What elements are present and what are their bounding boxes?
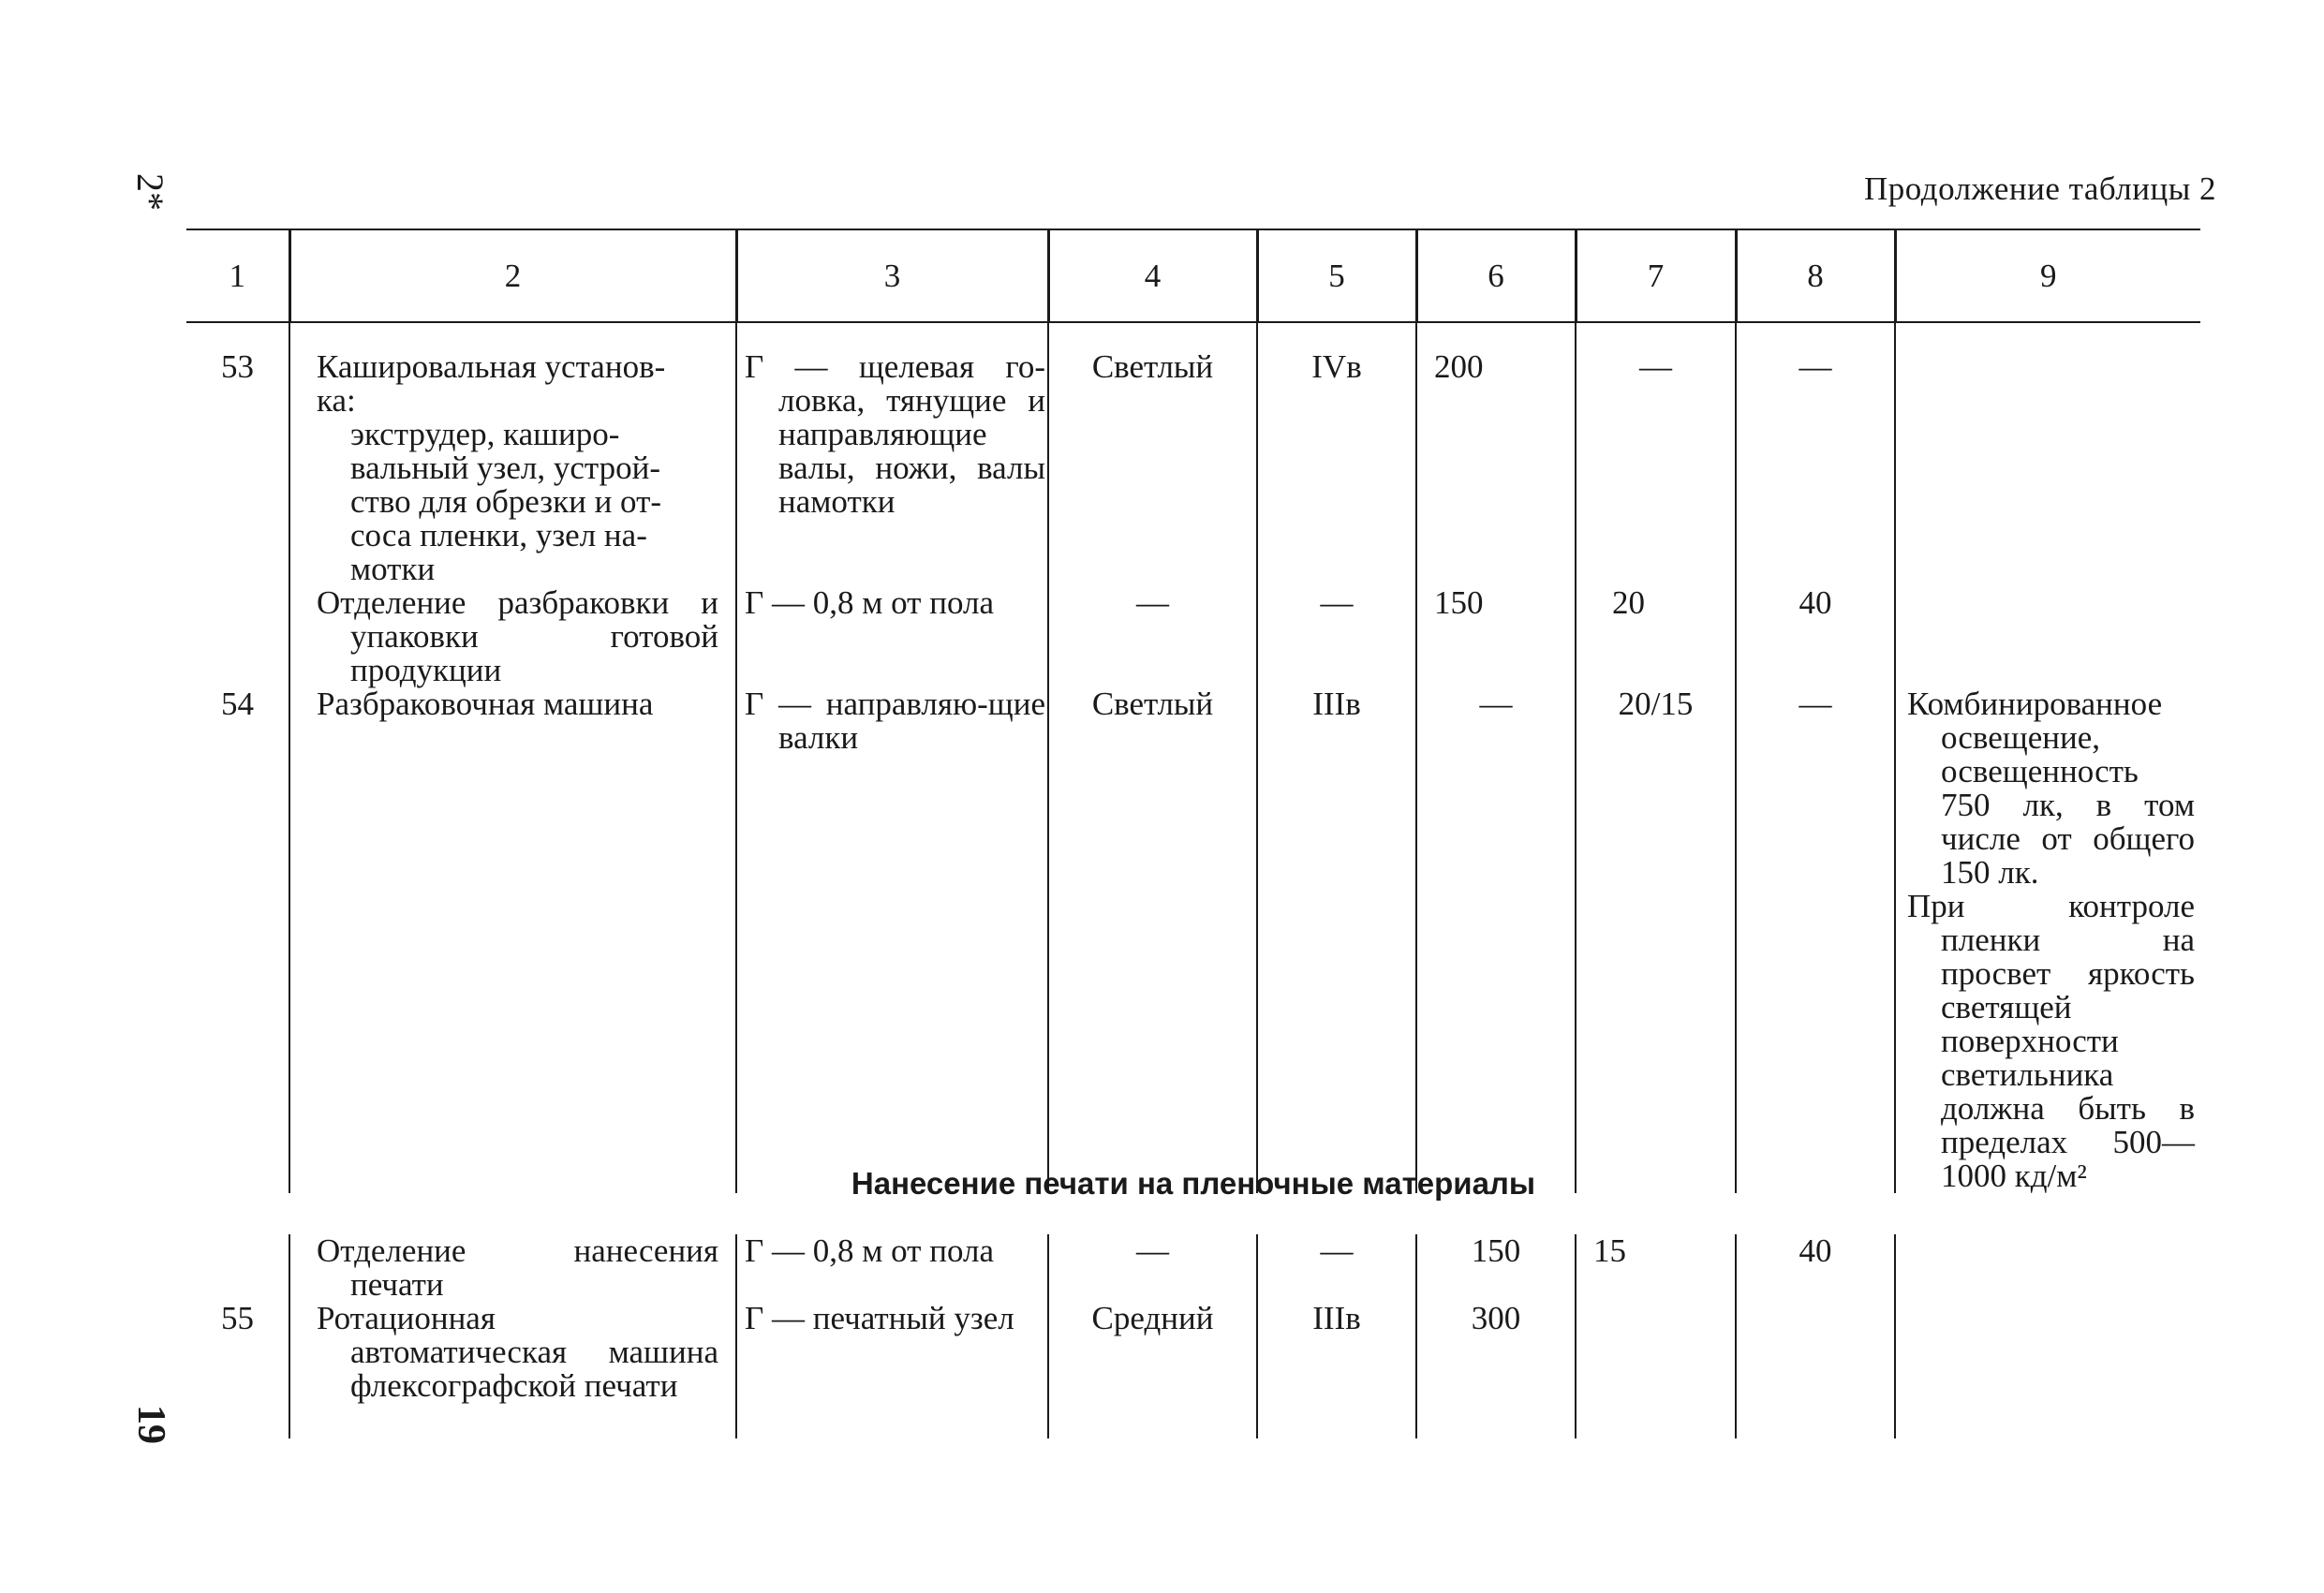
note [1895,1234,2200,1302]
page-signature-mark: 2* [129,173,171,211]
illuminance-value: 200 [1416,322,1576,586]
background-type: — [1048,586,1257,687]
printing-section-table [186,1234,2200,1438]
value-col7: 15 [1576,1234,1736,1302]
room-name-line: мотки [350,551,436,587]
value-col7: 20/15 [1576,687,1736,1193]
value-col8 [1736,1302,1895,1438]
note [1895,586,2200,687]
value-col8: 40 [1736,586,1895,687]
work-plane: Г — 0,8 м от пола [736,1234,1048,1302]
column-header: 6 [1416,229,1576,322]
background-type: — [1048,1234,1257,1302]
background-type: Светлый [1048,687,1257,1193]
table-row [186,322,2200,586]
visual-work-category: IIIв [1257,1302,1416,1438]
value-col7: 20 [1576,586,1736,687]
value-col8: 40 [1736,1234,1895,1302]
column-header: 9 [1895,229,2200,322]
work-plane: Г — направляю-щие валки [736,687,1048,1193]
value-col7 [1576,1302,1736,1438]
table-row [186,586,2200,687]
room-name-line: ка: [317,382,356,419]
column-header: 1 [186,229,289,322]
column-header: 2 [289,229,736,322]
illuminance-value: 300 [1416,1302,1576,1438]
row-number [186,1234,289,1302]
note [1895,1302,2200,1438]
section-title: Нанесение печати на пленочные материалы [851,1166,1536,1201]
page-number: 19 [129,1405,172,1444]
column-header: 3 [736,229,1048,322]
note-paragraph: При контроле пленки на просвет яркость светящей поверхности светильника должна быть в пределах 500—1000 кд/м² [1907,888,2195,1194]
value-col8: — [1736,687,1895,1193]
value-col8: — [1736,322,1895,586]
illuminance-value: 150 [1416,1234,1576,1302]
lighting-norms-table [186,229,2200,1193]
room-name: Отделение нанесения печати [289,1234,736,1302]
room-name-line: соса пленки, узел на- [350,517,647,553]
value-col7: — [1576,322,1736,586]
room-name: Отделение разбраковки и упаковки готовой продукции [289,586,736,687]
work-plane: Г — 0,8 м от пола [736,586,1048,687]
note [1895,687,2200,1193]
visual-work-category: IVв [1257,322,1416,586]
row-number [186,586,289,687]
column-header: 8 [1736,229,1895,322]
table-row [186,1302,2200,1438]
room-name: Разбраковочная машина [289,687,736,1193]
column-header: 4 [1048,229,1257,322]
column-header: 5 [1257,229,1416,322]
room-name-line: ство для обрезки и от- [350,483,662,520]
work-plane: Г — печатный узел [736,1302,1048,1438]
visual-work-category: — [1257,586,1416,687]
table-header-row [186,229,2200,322]
room-name-line: Кашировальная установ- [317,348,666,385]
row-number: 53 [221,348,254,385]
visual-work-category: — [1257,1234,1416,1302]
column-header: 7 [1576,229,1736,322]
background-type: Светлый [1048,322,1257,586]
room-name [289,322,736,586]
room-name-line: вальный узел, устрой- [350,450,661,486]
row-number: 55 [221,1300,254,1336]
table-row [186,1234,2200,1302]
table-row [186,687,2200,1193]
room-name-line: экструдер, каширо- [350,416,620,452]
row-number: 54 [221,686,254,722]
visual-work-category: IIIв [1257,687,1416,1193]
work-plane: Г — щелевая го-ловка, тянущие и направляющие валы, ножи, валы намотки [736,322,1048,586]
illuminance-value: — [1416,687,1576,1193]
room-name: Ротационная автоматическая машина флексографской печати [289,1302,736,1438]
note [1895,322,2200,586]
background-type: Средний [1048,1302,1257,1438]
note-paragraph: Комбинированное освещение, освещенность 750 лк, в том числе от общего 150 лк. [1907,686,2195,891]
table-continuation-label: Продолжение таблицы 2 [1864,170,2216,207]
illuminance-value: 150 [1416,586,1576,687]
